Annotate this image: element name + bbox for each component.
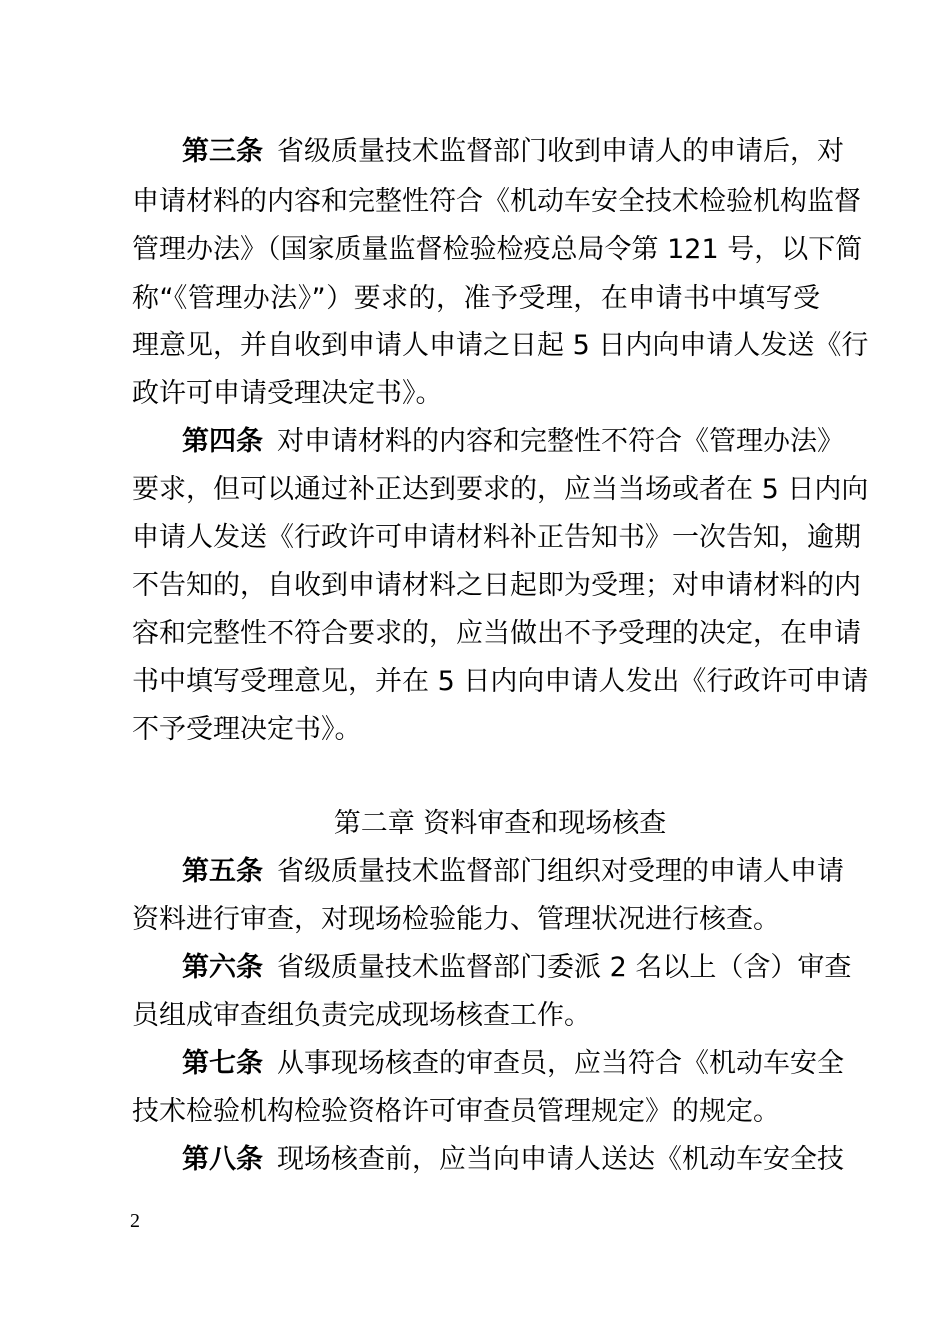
- article-5-line-2: 资料进行审查，对现场检验能力、管理状况进行核查。: [132, 904, 780, 935]
- article-4-line-2: 要求，但可以通过补正达到要求的，应当当场或者在 5 日内向: [132, 474, 869, 505]
- article-5-line-1: 第五条 省级质量技术监督部门组织对受理的申请人申请: [182, 856, 844, 887]
- article-7-label: 第七条: [182, 1048, 263, 1079]
- article-4-line-1: 第四条 对申请材料的内容和完整性不符合《管理办法》: [182, 426, 844, 457]
- article-6-line-2: 员组成审查组负责完成现场核查工作。: [132, 1000, 591, 1031]
- article-5-label: 第五条: [182, 856, 263, 887]
- article-3-line-1: 第三条 省级质量技术监督部门收到申请人的申请后，对: [182, 136, 844, 167]
- article-4-line-4: 不告知的，自收到申请材料之日起即为受理；对申请材料的内: [132, 570, 861, 601]
- article-4-line-7: 不予受理决定书》。: [132, 714, 362, 745]
- article-3-label: 第三条: [182, 136, 263, 167]
- article-8-label: 第八条: [182, 1144, 263, 1175]
- article-4-line-3: 申请人发送《行政许可申请材料补正告知书》一次告知，逾期: [132, 522, 861, 553]
- article-6-label: 第六条: [182, 952, 263, 983]
- article-4-label: 第四条: [182, 426, 263, 457]
- article-7-line-1: 第七条 从事现场核查的审查员，应当符合《机动车安全: [182, 1048, 844, 1079]
- chapter-heading: 第二章 资料审查和现场核查: [333, 808, 667, 839]
- page-number: 2: [130, 1210, 140, 1232]
- article-3-line-5: 理意见，并自收到申请人申请之日起 5 日内向申请人发送《行: [132, 330, 869, 361]
- article-4-line-6: 书中填写受理意见，并在 5 日内向申请人发出《行政许可申请: [132, 666, 869, 697]
- article-8-line-1: 第八条 现场核查前，应当向申请人送达《机动车安全技: [182, 1144, 844, 1175]
- article-3-line-3: 管理办法》（国家质量监督检验检疫总局令第 121 号，以下简: [132, 234, 863, 265]
- article-3-line-4: 称“《管理办法》”）要求的，准予受理，在申请书中填写受: [132, 283, 820, 314]
- article-7-line-2: 技术检验机构检验资格许可审查员管理规定》的规定。: [132, 1096, 780, 1127]
- article-4-line-5: 容和完整性不符合要求的，应当做出不予受理的决定，在申请: [132, 618, 861, 649]
- article-6-line-1: 第六条 省级质量技术监督部门委派 2 名以上（含）审查: [182, 952, 852, 983]
- article-3-line-6: 政许可申请受理决定书》。: [132, 378, 443, 409]
- article-3-line-2: 申请材料的内容和完整性符合《机动车安全技术检验机构监督: [132, 186, 861, 217]
